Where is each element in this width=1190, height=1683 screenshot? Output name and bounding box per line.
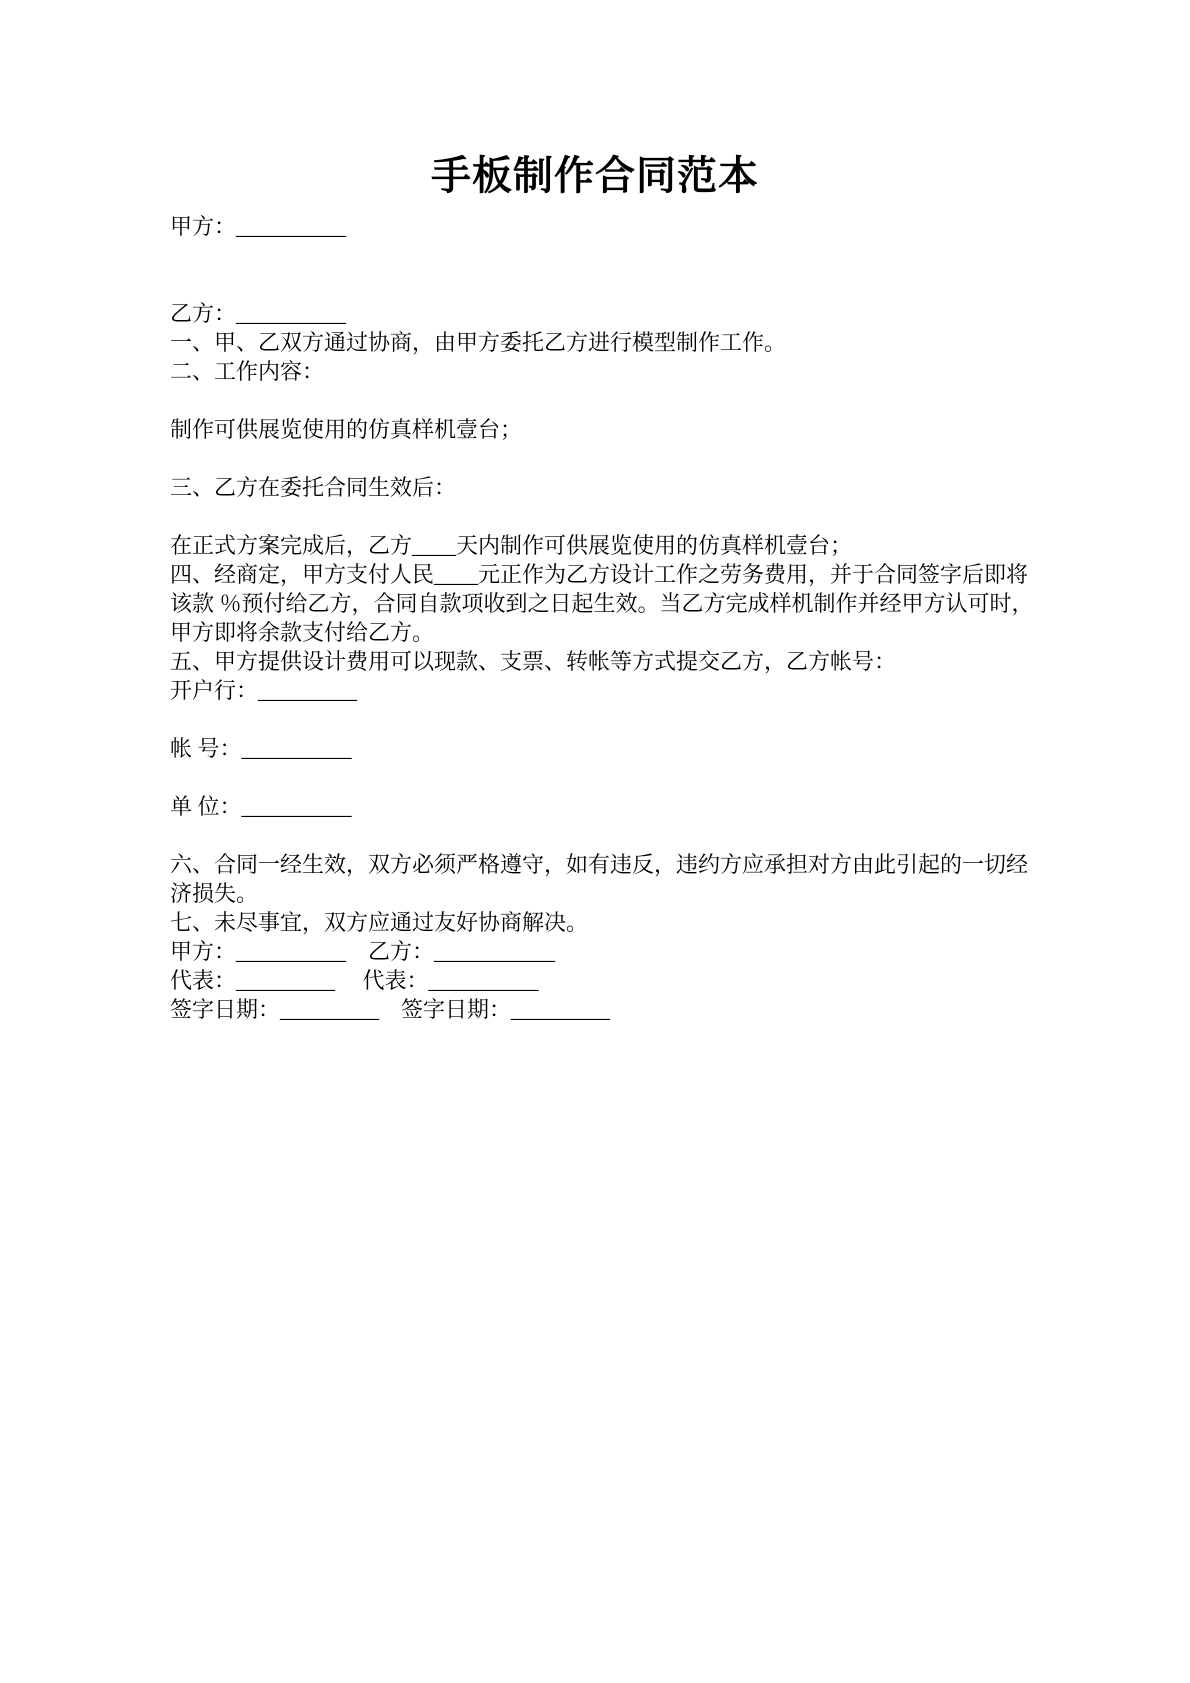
text-line: 帐 号：__________ <box>170 736 352 761</box>
document-title: 手板制作合同范本 <box>431 153 759 198</box>
blank-line <box>170 444 1040 473</box>
text-line: 单 位：__________ <box>170 794 352 819</box>
text-line: 制作可供展览使用的仿真样机壹台； <box>170 417 523 442</box>
text-line: 签字日期：_________ 签字日期：_________ <box>170 997 611 1022</box>
text-line: 乙方：__________ <box>170 301 347 326</box>
text-line: 一、甲、乙双方通过协商，由甲方委托乙方进行模型制作工作。 <box>170 330 787 355</box>
text-line: 四、经商定，甲方支付人民____元正作为乙方设计工作之劳务费用，并于合同签字后即将 <box>170 562 1029 587</box>
blank-line <box>170 386 1040 415</box>
text-line: 甲方即将余款支付给乙方。 <box>170 620 435 645</box>
blank-line <box>170 763 1040 792</box>
text-line: 五、甲方提供设计费用可以现款、支票、转帐等方式提交乙方，乙方帐号： <box>170 649 897 674</box>
blank-line <box>170 502 1040 531</box>
blank-line <box>170 270 1040 299</box>
blank-line <box>170 821 1040 850</box>
text-line: 开户行：_________ <box>170 678 358 703</box>
document-body <box>170 212 1040 1024</box>
text-line: 三、乙方在委托合同生效后： <box>170 475 457 500</box>
blank-line <box>170 241 1040 270</box>
text-line: 甲方：__________ 乙方：___________ <box>170 939 556 964</box>
text-line: 六、合同一经生效，双方必须严格遵守，如有违反，违约方应承担对方由此引起的一切经 <box>170 852 1029 877</box>
text-line: 二、工作内容： <box>170 359 325 384</box>
text-line: 代表：_________ 代表：__________ <box>170 968 539 993</box>
blank-line <box>170 705 1040 734</box>
text-line: 济损失。 <box>170 881 259 906</box>
text-line: 七、未尽事宜，双方应通过友好协商解决。 <box>170 910 589 935</box>
text-line: 该款 ％预付给乙方，合同自款项收到之日起生效。当乙方完成样机制作并经甲方认可时， <box>170 591 1034 616</box>
text-line: 甲方：__________ <box>170 214 347 239</box>
text-line: 在正式方案完成后，乙方____天内制作可供展览使用的仿真样机壹台； <box>170 533 853 558</box>
